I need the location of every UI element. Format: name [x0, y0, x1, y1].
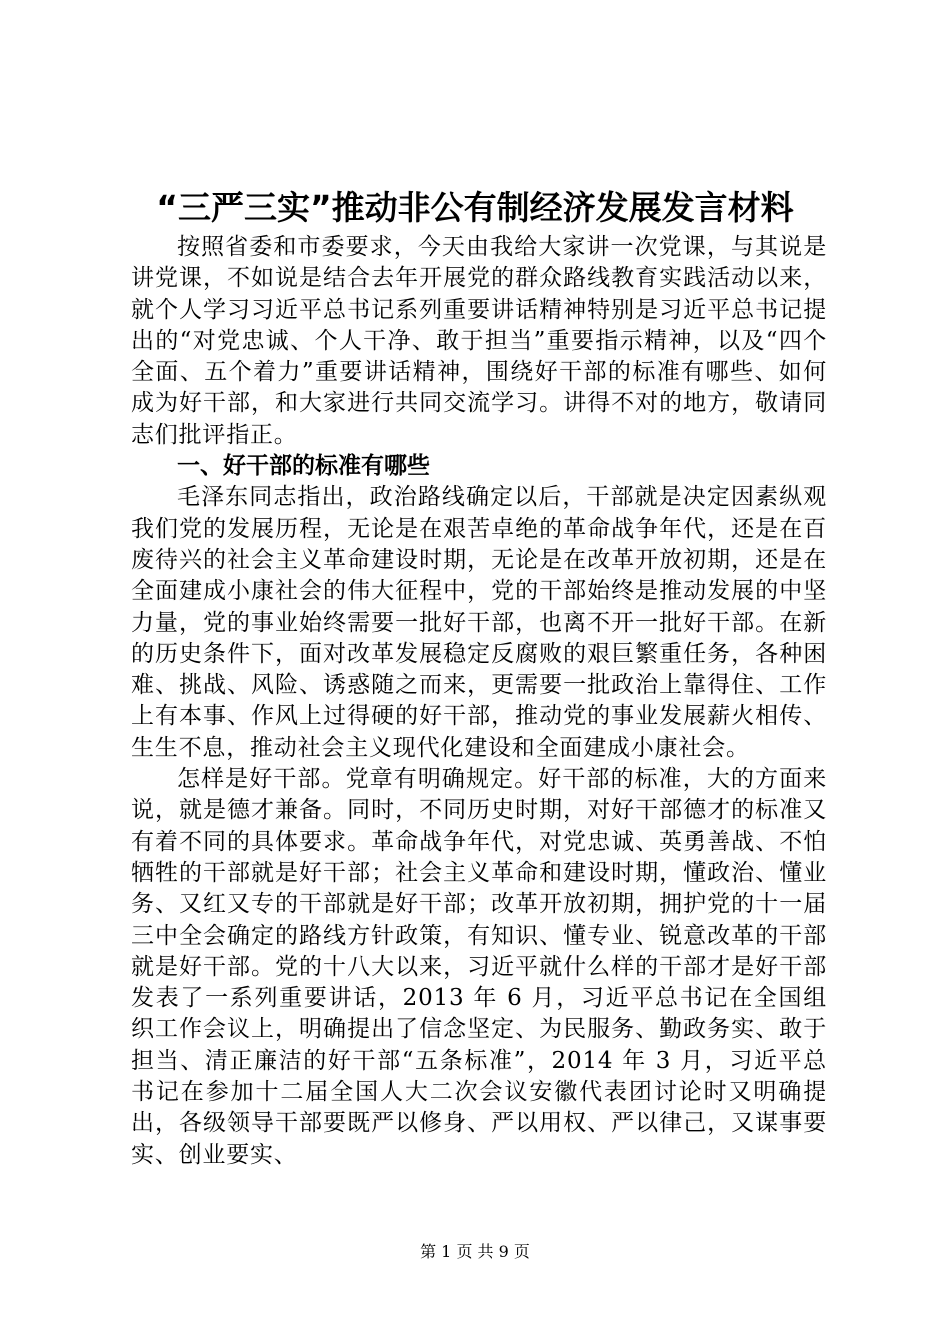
document-body [131, 232, 827, 1171]
section-paragraph: 怎样是好干部。党章有明确规定。好干部的标准，大的方面来说，就是德才兼备。同时，不同历史时期，对好干部德才的标准又有着不同的具体要求。革命战争年代，对党忠诚、英勇善战、不怕牺牲的干部就是好干部；社会主义革命和建设时期，懂政治、懂业务、又红又专的干部就是好干部；改革开放初期，拥护党的十一届三中全会确定的路线方针政策，有知识、懂专业、锐意改革的干部就是好干部。党的十八大以来，习近平就什么样的干部才是好干部发表了一系列重要讲话，2013 年 6 月，习近平总书记在全国组织工作会议上，明确提出了信念坚定、为民服务、勤政务实、敢于担当、清正廉洁的好干部“五条标准”，2014 年 3 月，习近平总书记在参加十二届全国人大二次会议安徽代表团讨论时又明确提出，各级领导干部要既严以修身、严以用权、严以律己，又谋事要实、创业要实、 [131, 766, 827, 1168]
section-paragraph: 毛泽东同志指出，政治路线确定以后，干部就是决定因素纵观我们党的发展历程，无论是在艰苦卓绝的革命战争年代，还是在百废待兴的社会主义革命建设时期，无论是在改革开放初期，还是在全面建成小康社会的伟大征程中，党的干部始终是推动发展的中坚力量，党的事业始终需要一批好干部，也离不开一批好干部。在新的历史条件下，面对改革发展稳定反腐败的艰巨繁重任务，各种困难、挑战、风险、诱惑随之而来，更需要一批政治上靠得住、工作上有本事、作风上过得硬的好干部，推动党的事业发展薪火相传、生生不息，推动社会主义现代化建设和全面建成小康社会。 [131, 484, 827, 761]
intro-paragraph: 按照省委和市委要求，今天由我给大家讲一次党课，与其说是讲党课，不如说是结合去年开展党的群众路线教育实践活动以来，就个人学习习近平总书记系列重要讲话精神特别是习近平总书记提出的“对党忠诚、个人干净、敢于担当”重要指示精神，以及“四个全面、五个着力”重要讲话精神，围绕好干部的标准有哪些、如何成为好干部，和大家进行共同交流学习。讲得不对的地方，敬请同志们批评指正。 [131, 234, 827, 448]
page-number-footer: 第 1 页 共 9 页 [420, 1242, 530, 1261]
section-heading: 一、好干部的标准有哪些 [177, 453, 430, 480]
document-title: “三严三实”推动非公有制经济发展发言材料 [156, 188, 794, 227]
